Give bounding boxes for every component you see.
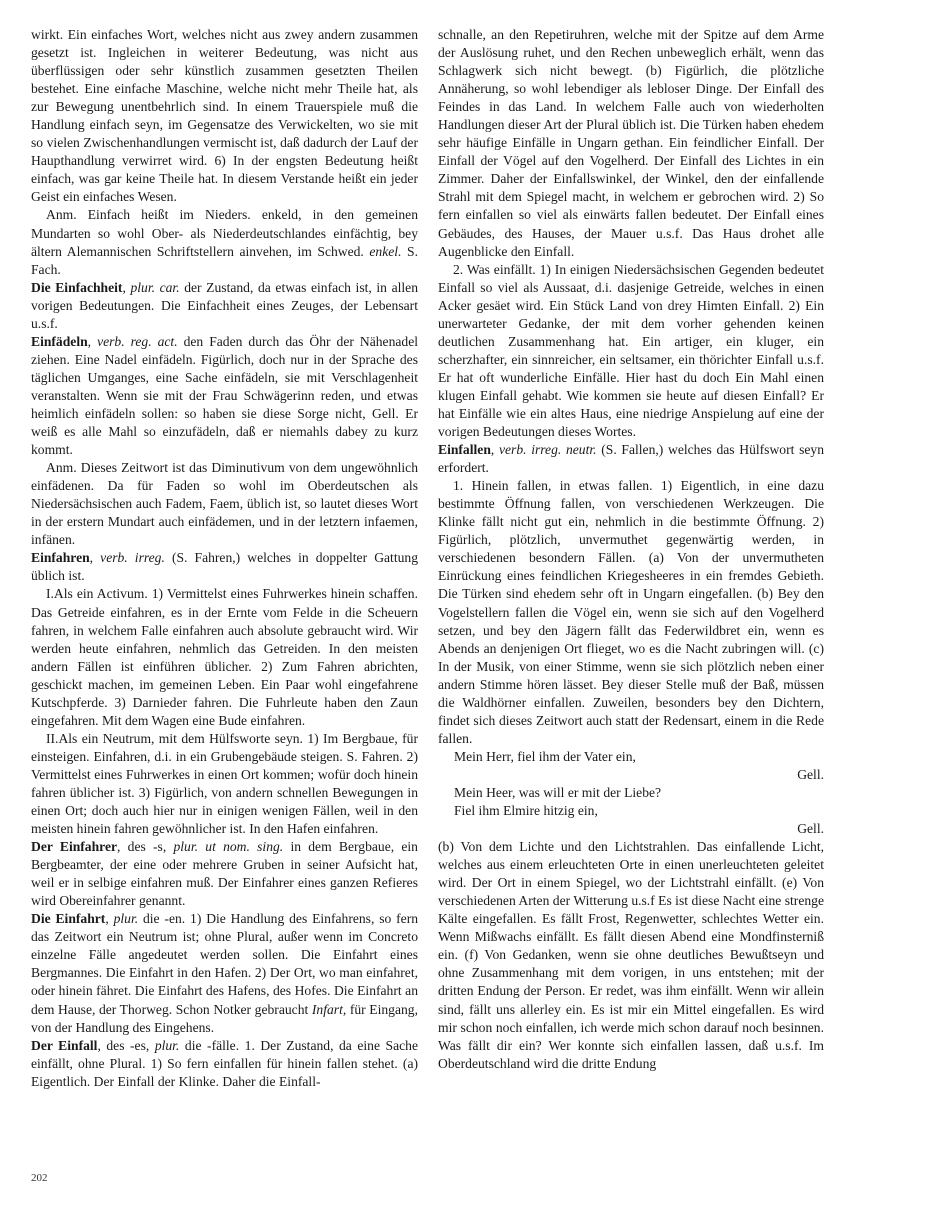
grammar-note: plur. ut nom. sing. <box>173 839 284 855</box>
entry-einfahren: Einfahren, verb. irreg. (S. Fahren,) welches in doppelter Gattung üblich ist. <box>31 550 418 584</box>
paragraph: 1. Hinein fallen, in etwas fallen. 1) Eigentlich, in eine dazu bestimmte Öffnung fallen, von verschiedenen Werkzeugen. Die Klinke fällt nicht gut ein, nehmlich in die bestimmte Öffnung. 2) Figürlich, plötzlich, unvermuthet gegenwärtig werden, in verschiedenen besondern Fällen. (a) Von der unvermutheten Einrückung eines feindlichen Kriegesheeres in ein fremdes Gebieth. Die Türken sind ehedem sehr oft in Ungarn eingefallen. (b) Bey den Vogelstellern fallen die Vögel ein, wenn sie sich auf den Vogelherd setzen, und bey den Jägern fällt das Federwildbret ein, wenn es Abends an denjenigen Ort flieget, wo es die Nacht zubringen will. (c) In der Musik, von einer Stimme, wenn sie sich plötzlich neben einer andern Stimme hören lässet. Bey dieser Stelle muß der Baß, müssen die Waldhörner einfallen. Zuweilen, besonders bey den Dichtern, findet sich dieses Zeitwort auch statt der Redensart, einem in die Rede fallen. <box>438 478 824 746</box>
paragraph: 2. Was einfällt. 1) In einigen Niedersächsischen Gegenden bedeutet Einfall so viel als Aussaat, d.i. dasjenige Getreide, welches in einen Acker gesäet wird. Ein Stück Land von drey Himten Einfall. 2) Ein unerwarteter Gedanke, der mit dem vorher gehenden keinen deutlichen Zusammenhang hat. Ein artiger, ein kluger, ein scherzhafter, ein sinnreicher, ein seltsamer, ein thörichter Einfall u.s.f. Er hat oft wunderliche Einfälle. Hier hast du doch Ein Mahl einen klugen Einfall gehabt. Wie kommen sie heute auf diesen Einfall? Er hat Einfälle wie ein altes Haus, eine niedrige Anspielung auf eine der vorigen Bedeutungen dieses Wortes. <box>438 261 824 440</box>
entry-headword: Der Einfahrer <box>31 839 118 855</box>
entry-headword: Einfahren <box>31 550 90 566</box>
entry-headword: Einfallen <box>438 442 491 458</box>
verse-line: Mein Herr, fiel ihm der Vater ein, <box>454 748 636 764</box>
verse-line: Fiel ihm Elmire hitzig ein, <box>454 803 598 819</box>
entry-einfahrt: Die Einfahrt, plur. die -en. 1) Die Handlung des Einfahrens, so fern das Zeitwort ein Neutrum ist; ohne Plural, außer wenn im Concreto einzelne Fälle angedeutet werden sollen. Die Einfahrt eines Bergmannes. Die Einfahrt in den Hafen. 2) Der Ort, wo man einfahret, oder hinein fähret. Die Einfahrt des Hafens, des Hofes. Die Einfahrt an dem Hause, der Thorweg. Schon Notker gebraucht Infart, für Eingang, von der Handlung des Eingehens. <box>31 911 419 1035</box>
entry-einfall: Der Einfall, des -es, plur. die -fälle. 1. Der Zustand, da eine Sache einfällt, ohne Plural. 1) So fern einfallen für hinein fallen stehet. (a) Eigentlich. Der Einfall der Klinke. Daher die Einfall- <box>31 1037 418 1089</box>
right-column <box>438 26 824 1073</box>
entry-einfachheit: Die Einfachheit, plur. car. der Zustand, da etwas einfach ist, in allen vorigen Bedeutungen. Die Einfachheit eines Zeuges, der Lebensart u.s.f. <box>31 279 418 331</box>
entry-headword: Die Einfahrt <box>31 911 106 927</box>
grammar-note: verb. reg. act. <box>97 333 178 349</box>
entry-headword: Einfädeln <box>31 333 88 349</box>
grammar-note: plur. <box>113 911 139 927</box>
entry-headword: Der Einfall <box>31 1037 98 1053</box>
paragraph: wirkt. Ein einfaches Wort, welches nicht aus zwey andern zusammen gesetzt ist. Ingleichen in weiterer Bedeutung, was nicht aus überflüssigen oder sehr künstlich zusammen gesetzten Theilen bestehet. Eine einfache Maschine, welche nicht mehr Theile hat, als zur Bewegung unentbehrlich sind. In einem Trauerspiele muß die Handlung einfach seyn, im Gegensatze des Verwickelten, wo sie mit so vielen Zwischenhandlungen vermischt ist, daß dadurch der Lauf der Haupthandlung verwirret wird. 6) In der engsten Bedeutung heißt einfach, was gar keine Theile hat. In diesem Verstande heißt ein jeder Geist ein einfaches Wesen. <box>31 27 418 205</box>
page-number: 202 <box>31 1172 48 1184</box>
grammar-note: plur. car. <box>130 279 180 295</box>
paragraph: II.Als ein Neutrum, mit dem Hülfsworte seyn. 1) Im Bergbaue, für einsteigen. Einfahren, d.i. in ein Grubengebäude steigen. S. Fahren. 2) Vermittelst eines Fuhrwerkes in einen Ort kommen; wofür doch hinein fahren üblicher ist. 3) Figürlich, von andern schnellen Bewegungen in einen Ort; doch auch hier nur in einigen wenigen Fällen, weil in den meisten hinein fahren gewöhnlicher ist. In den Hafen einfahren. <box>31 730 418 837</box>
paragraph: Anm. Dieses Zeitwort ist das Diminutivum von dem ungewöhnlich einfädenen. Da für Faden so wohl im Oberdeutschen als Niedersächsischen auch Fadem, Faem, üblich ist, so lautet dieses Wort in der erstern Mundart auch einfädemen, und in der letztern infaemen, infänen. <box>31 460 418 548</box>
paragraph: schnalle, an den Repetiruhren, welche mit der Spitze auf dem Arme der Auslösung ruhet, und den Rechen unbeweglich erhält, wenn das Schlagwerk sich nicht bewegt. (b) Figürlich, die plötzliche Annäherung, so wohl lebendiger als lebloser Dinge. Der Einfall des Feindes in das Land. In welchem Falle auch von wiederholten Handlungen dieser Art der Plural üblich ist. Die Türken haben ehedem sehr häufige Einfälle in Ungarn gethan. Ein feindlicher Einfall. Der Einfall der Vögel auf den Vogelherd. Der Einfall des Lichtes in ein Zimmer. Daher der Einfallswinkel, der Winkel, den der einfallende Strahl mit dem Spiegel macht, in welchem er gebrochen wird. 2) So fern einfallen so viel als einwärts fallen bedeutet. Der Einfall eines Gebäudes, des Hauses, der Mauer u.s.f. Das Haus drohet alle Augenblicke den Einfall. <box>438 27 824 259</box>
paragraph-anm-einfach: Anm. Einfach heißt im Nieders. enkeld, in den gemeinen Mundarten so wohl Ober- als Niederdeutschlandes einfächtig, bey ältern Alemannischen Schriftstellern ainvehen, im Schwed. enkel. S. Fach. <box>31 207 418 277</box>
grammar-note: verb. irreg. neutr. <box>498 442 597 458</box>
left-column <box>31 26 418 1091</box>
verse-attribution: Gell. <box>797 821 824 837</box>
paragraph: I.Als ein Activum. 1) Vermittelst eines Fuhrwerkes hinein schaffen. Das Getreide einfahren, es in der Ernte vom Felde in die Scheuern fahren, in welchem Falle einfahren auch absolute gebraucht wird. Wir werden heute einfahren, nehmlich das Getreiden. In den meisten andern Fällen ist einführen üblicher. 2) Zum Fahren abrichten, geschickt machen, im gemeinen Leben. Ein Paar wohl eingefahrene Kutschpferde. 3) Darnieder fahren. Die Fuhrleute haben den Zaun eingefahren. Mit dem Wagen eine Bude einfahren. <box>31 586 418 728</box>
paragraph: (b) Von dem Lichte und den Lichtstrahlen. Das einfallende Licht, welches aus einem erleuchteten Orte in einen unerleuchteten geleitet wird. Der Ort in einem Spiegel, wo der Lichtstrahl einfällt. (e) Von verschiedenen Arten der Witterung u.s.f Es ist diese Nacht eine strenge Kälte eingefallen. Es fällt Frost, Regenwetter, schlechtes Wetter ein. Wenn Mißwachs einfällt. Es fällt diesen Abend eine Mondfinsterniß ein. (f) Von Gedanken, wenn sie ohne deutliches Bewußtseyn und ohne Zusammenhang mit dem vorigen, in uns entstehen; mit der dritten Endung der Person. Er redet, was ihm einfällt. Wenn wir allein sind, fällt uns allerley ein. Es ist mir ein Mittel eingefallen. Es wird mir schon noch einfallen, ich werde mich schon darauf noch besinnen. Was fällt dir ein? Wer konnte sich einfallen lassen, daß u.s.f. Im Oberdeutschland wird die dritte Endung <box>438 839 824 1071</box>
grammar-note: plur. <box>154 1037 180 1053</box>
entry-einfaedeln: Einfädeln, verb. reg. act. den Faden durch das Öhr der Nähenadel ziehen. Eine Nadel einfädeln. Figürlich, doch nur in der Sprache des täglichen Umganges, eine Sache einfädeln, sie mit Verschlagenheit veranstalten. Wenn sie mit der Frau Schwägerinn reden, und etwas heimlich einfädeln sollen: so haben sie diese Sorge nicht, Gell. Er weiß es alle Mahl so einzufädeln, daß er niemahls dabey zu kurz kommt. <box>31 333 419 458</box>
entry-einfahrer: Der Einfahrer, des -s, plur. ut nom. sing. in dem Bergbaue, ein Bergbeamter, der eine oder mehrere Gruben in seiner Aufsicht hat, weil er in selbige einfahren muß. Der Einfahrer eines ganzen Refieres wird Obereinfahrer genannt. <box>31 839 418 909</box>
verse-line: Mein Heer, was will er mit der Liebe? <box>454 784 662 800</box>
entry-einfallen: Einfallen, verb. irreg. neutr. (S. Fallen,) welches das Hülfswort seyn erfordert. <box>438 442 824 476</box>
grammar-note: verb. irreg. <box>100 550 165 566</box>
verse-attribution: Gell. <box>797 766 824 782</box>
entry-headword: Die Einfachheit <box>31 279 123 295</box>
